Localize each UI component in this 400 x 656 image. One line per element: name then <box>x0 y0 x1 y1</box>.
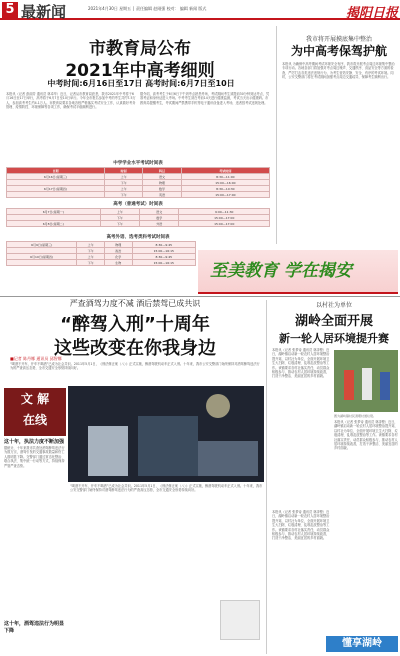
table-cell: 物理 <box>104 242 132 248</box>
table1 <box>6 167 270 198</box>
table-header-cell: 考试时间 <box>181 168 269 174</box>
table-cell: 外语 <box>140 221 179 227</box>
table-cell: 6月17日(星期四) <box>7 186 105 192</box>
article4-photo <box>334 350 398 412</box>
table-cell: 上午 <box>100 209 139 215</box>
table-cell: 生物 <box>104 260 132 266</box>
table-cell: 下午 <box>104 192 142 198</box>
table-cell: 数学 <box>140 215 179 221</box>
table-cell <box>7 192 105 198</box>
article3-subhead1: 这十年，执法力度不断加强 <box>4 439 65 445</box>
village-cleanup-image <box>334 350 398 412</box>
article1-subtitle: 中考时间:6月16日至17日 高考时间:6月7日至10日 <box>47 79 235 88</box>
table-cell: 上午 <box>104 186 142 192</box>
table-cell: 6月8日(星期二) <box>7 221 101 227</box>
table-cell: 下午 <box>100 215 139 221</box>
table2 <box>6 208 270 227</box>
table-cell: 8:30—9:45 <box>132 242 195 248</box>
table-cell: 6月7日(星期一) <box>7 209 101 215</box>
qr-code-icon <box>220 600 260 640</box>
article4-body-cont: 本报讯（记者 张梦诗 通讯员 林泽铿）近日，湖岭镇启动新一轮农村人居环境整治提升赛，以村社为单位，全面开展环境卫生大扫除、垃圾清理、乱堆乱放整治等工作。该镇要求各村社落实责任，动员群众积极参与，推动农村人居环境持续改善，打造干净整洁、美丽宜居的乡村面貌。 <box>334 420 398 451</box>
section-divider <box>0 296 400 297</box>
article3-subhead2: 这十年，酒驾违法行为明显下降 <box>4 621 65 634</box>
table-cell: 物理 <box>143 180 181 186</box>
article4-body: 本报讯（记者 张梦诗 通讯员 林泽铿）近日，湖岭镇启动新一轮农村人居环境整治提升赛，以村社为单位，全面开展环境卫生大扫除、垃圾清理、乱堆乱放整治等工作。该镇要求各村社落实责任，动员群众积极参与，推动农村人居环境持续改善，打造干净整洁、美丽宜居的乡村面貌。 <box>272 348 330 379</box>
article3-title-line1: “醉驾入刑”十周年 <box>60 314 210 335</box>
article4-photo-caption: 图为湖岭镇村民清理村道垃圾。 <box>334 414 377 418</box>
article3-body3: “喝酒不开车，开车不喝酒”已成为社会共识。2011年5月1日，《刑法修正案（八）》正式实施，醉酒驾驶机动车正式入刑。十年来，我市公安交警部门始终保持对酒驾醉驾违法行为的严查高压态势，全市交通安全形势持续向好。 <box>70 484 263 493</box>
article2-title: 为中高考保驾护航 <box>290 44 387 58</box>
table-cell: 化学 <box>104 254 132 260</box>
article3-photo <box>68 386 264 482</box>
header-meta: 2021年4月30日 星期五 │ 责任编辑 赵刚强 校对： 编辑 新闻 版式 <box>88 6 207 11</box>
page-number: 5 <box>2 2 18 18</box>
column-divider <box>276 26 277 244</box>
table-cell: 英语 <box>143 192 181 198</box>
police-checkpoint-image <box>68 386 264 482</box>
table-cell: 上午 <box>104 174 142 180</box>
table-cell: 6月9日(星期三) <box>7 242 77 248</box>
article2-body: 本报讯 为确保中高考期间考试环境安全有序，我市将开展考点周边环境集中整治专项行动。各地各部门将加强对考点周边噪声、交通秩序、食品安全等方面的检查，严厉打击各类违法违规行为，为考生营造安静、安全、有序的考试环境。同时，公安交警部门将在考试期间加强考点周边交通疏导，保障考生顺利出行。 <box>282 62 395 80</box>
table-cell: 语文 <box>143 174 181 180</box>
table-header-cell: 科目 <box>143 168 181 174</box>
table-cell: 数学 <box>143 186 181 192</box>
table-cell: 6月16日(星期三) <box>7 174 105 180</box>
article3-body2: 据统计，十年来我市共查处酒驾醉驾违法行为数万宗，酒驾引发的交通事故数量和伤亡人数明显下降。交警部门通过常态化整治、联合执法、集中统一行动等方式，持续保持严管严查态势。 <box>4 446 65 468</box>
article4-title-line1: 湖岭全面开展 <box>294 314 373 329</box>
table-cell: 15:00—16:15 <box>132 248 195 254</box>
table-row <box>7 192 270 198</box>
article3-title-line2: 这些改变在你我身边 <box>54 338 216 359</box>
table-header-cell: 时间 <box>104 168 142 174</box>
article4-body-cont2: 本报讯（记者 张梦诗 通讯员 林泽铿）近日，湖岭镇启动新一轮农村人居环境整治提升赛，以村社为单位，全面开展环境卫生大扫除、垃圾清理、乱堆乱放整治等工作。该镇要求各村社落实责任，动员群众积极参与，推动农村人居环境持续改善，打造干净整洁、美丽宜居的乡村面貌。 <box>272 510 330 541</box>
table-cell: 15:00—17:00 <box>179 215 270 221</box>
article1-body-left: 本报讯（记者 彭丽芳 通讯员 林卓华）近日，记者从市教育局获悉，我市2021年中考将于6月16日至17日举行，高考将于6月7日至10日举行。今年全市报名参加中考的考生共约7.5万人，参加高考考生约4.1万人。市教育局要求各地各校严格落实考试安全工作，认真做好考务管理、疫情防控、环境保障等各项工作，确保考试平稳顺利进行。 <box>6 92 136 110</box>
table-cell: 15:00—16:15 <box>132 260 195 266</box>
table-cell: 15:00—17:00 <box>181 192 269 198</box>
newspaper-logo: 揭阳日报 <box>345 6 398 21</box>
table-cell: 9:00—11:30 <box>179 209 270 215</box>
article1-title-line2: 2021年中高考细则 <box>65 61 215 81</box>
section-name: 最新闻 <box>21 3 67 21</box>
footer-tag: 懂享湖岭 <box>326 636 398 652</box>
table-cell: 8:30—10:30 <box>181 186 269 192</box>
table3-caption: 高考外语、选考类科考试时间表 <box>106 235 170 240</box>
article4-title-line2: 新一轮人居环境提升赛 <box>279 332 389 345</box>
table3 <box>6 241 196 266</box>
table-cell: 下午 <box>77 260 105 266</box>
table-cell: 政治 <box>104 248 132 254</box>
article2-kicker: 我市将开展摸底集中整治 <box>305 36 372 43</box>
table1-caption: 中学学业水平考试时间表 <box>113 161 163 166</box>
article3-byline: ■记者 陈丹娜 通讯员 邱智娜 <box>10 356 62 361</box>
table-cell: 6月10日(星期四) <box>7 254 77 260</box>
table-cell: 8:30—11:00 <box>181 174 269 180</box>
table-cell: 上午 <box>77 254 105 260</box>
table2-caption: 高考（普通考试）时间表 <box>113 202 163 207</box>
table-cell: 15:00—16:00 <box>181 180 269 186</box>
table-cell <box>7 260 77 266</box>
table-cell: 下午 <box>77 248 105 254</box>
table-cell: 15:00—17:00 <box>179 221 270 227</box>
table-cell: 下午 <box>100 221 139 227</box>
table-cell: 上午 <box>77 242 105 248</box>
article3-logo-block: 文 解 在线 <box>4 388 66 436</box>
table-cell: 8:30—9:45 <box>132 254 195 260</box>
article4-kicker: 以村社为单位 <box>315 302 352 309</box>
table-row <box>7 260 196 266</box>
article3-kicker: 严查酒驾力度不减 酒后禁驾已成共识 <box>69 299 201 308</box>
table-header-cell: 日期 <box>7 168 105 174</box>
article3-body: “喝酒不开车，开车不喝酒”已成为社会共识。2011年5月1日，《刑法修正案（八）》正式实施，醉酒驾驶机动车正式入刑。十年来，我市公安交警部门始终保持对酒驾醉驾违法行为的严查高压态势，全市交通安全形势持续向好。 <box>10 362 260 371</box>
column-divider <box>266 300 267 654</box>
table-cell: 语文 <box>140 209 179 215</box>
article1-body-right: 据介绍，高考考生于6月6日下午到考点熟悉考场，考试期间考生须提前30分钟到达考点，凭准考证和身份证进入考场。中考考生须在考前14天进行健康监测，考试当天出示健康码。市教育局提醒考生，考试期间严禁携带手机等电子通讯设备进入考场，违者按考试违规处理。 <box>140 92 270 105</box>
table-row <box>7 221 270 227</box>
article1-title-line1: 市教育局公布 <box>89 39 191 59</box>
promo-banner-text: 至美教育 学在揭安 <box>210 261 352 281</box>
table-cell: 下午 <box>104 180 142 186</box>
